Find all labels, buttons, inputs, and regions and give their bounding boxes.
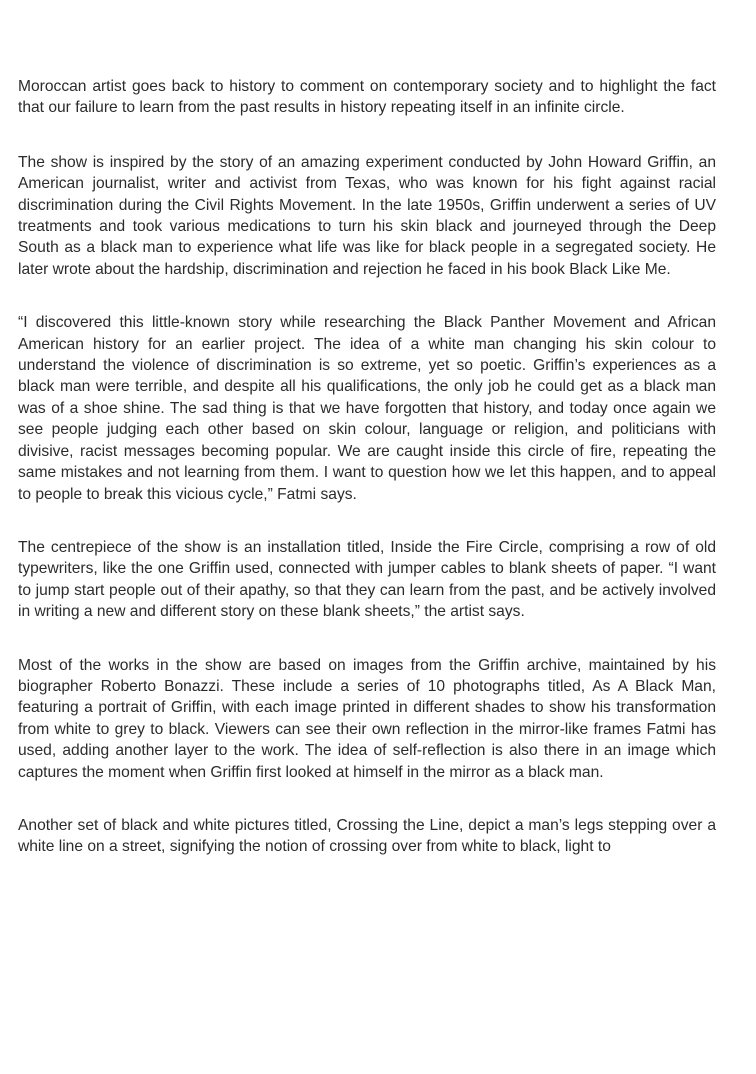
paragraph: Another set of black and white pictures titled, Crossing the Line, depict a man’s legs stepping over a white line on a street, signifying the notion of crossing over from white to black, light to (18, 816, 716, 856)
document-body (18, 76, 716, 890)
paragraph: The centrepiece of the show is an installation titled, Inside the Fire Circle, comprising a row of old typewriters, like the one Griffin used, connected with jumper cables to blank sheets of paper. “I want to jump start people out of their apathy, so that they can learn from the past, and be actively involved in writing a new and different story on these blank sheets,” the artist says. (18, 538, 716, 621)
paragraph: The show is inspired by the story of an amazing experiment conducted by John Howard Griffin, an American journalist, writer and activist from Texas, who was known for his fight against racial discrimination during the Civil Rights Movement. In the late 1950s, Griffin underwent a series of UV treatments and took various medications to turn his skin black and journeyed through the Deep South as a black man to experience what life was like for black people in a segregated society. He later wrote about the hardship, discrimination and rejection he faced in his book Black Like Me. (18, 153, 716, 278)
paragraph: Most of the works in the show are based on images from the Griffin archive, maintained by his biographer Roberto Bonazzi. These include a series of 10 photographs titled, As A Black Man, featuring a portrait of Griffin, with each image printed in different shades to show his transformation from white to grey to black. Viewers can see their own reflection in the mirror-like frames Fatmi has used, adding another layer to the work. The idea of self-reflection is also there in an image which captures the moment when Griffin first looked at himself in the mirror as a black man. (18, 656, 716, 781)
paragraph: Moroccan artist goes back to history to comment on contemporary society and to highlight the fact that our failure to learn from the past results in history repeating itself in an infinite circle. (18, 78, 716, 117)
paragraph: “I discovered this little-known story while researching the Black Panther Movement and African American history for an earlier project. The idea of a white man changing his skin colour to understand the violence of discrimination is so extreme, yet so poetic. Griffin’s experiences as a black man were terrible, and despite all his qualifications, the only job he could get as a black man was of a shoe shine. The sad thing is that we have forgotten that history, and today once again we see people judging each other based on skin colour, language or religion, and politicians with divisive, racist messages becoming popular. We are caught inside this circle of fire, repeating the same mistakes and not learning from them. I want to question how we let this happen, and to appeal to people to break this vicious cycle,” Fatmi says. (18, 314, 716, 503)
